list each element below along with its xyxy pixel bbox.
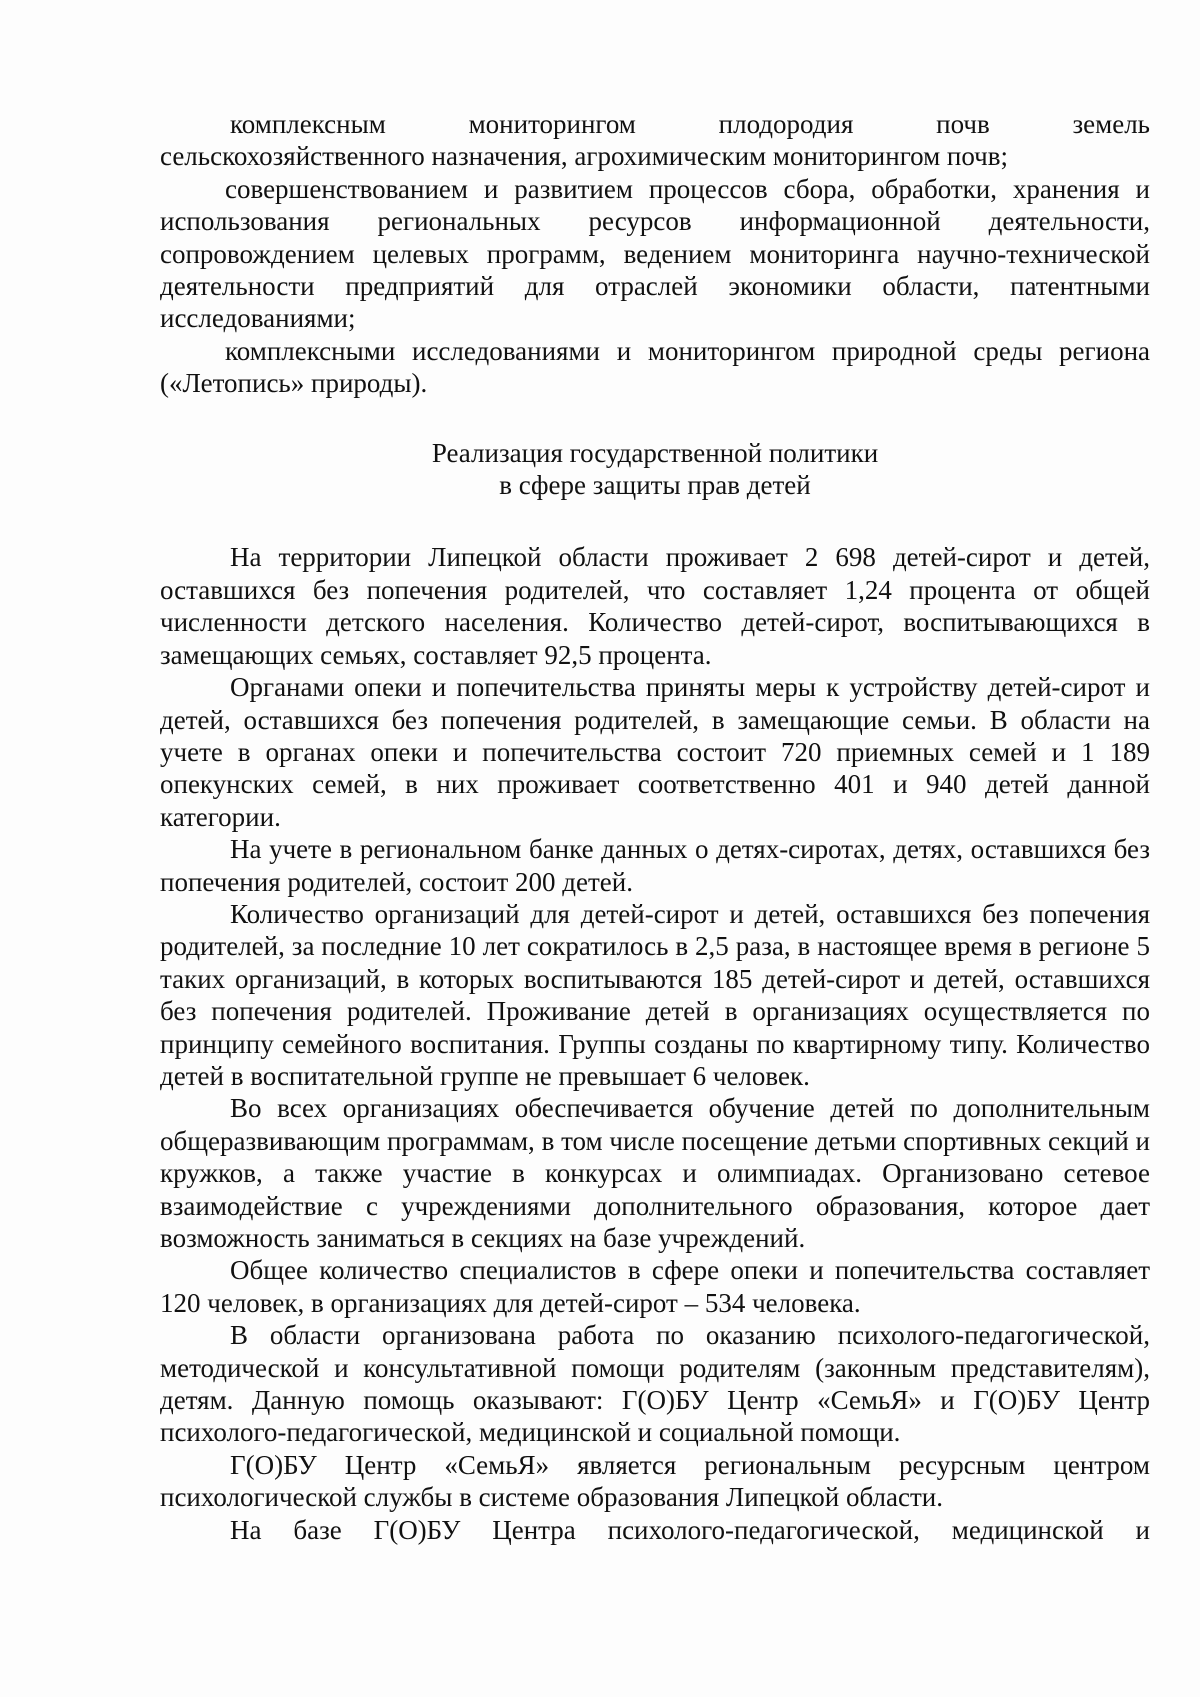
paragraph-specialists: Общее количество специалистов в сфере опеки и попечительства составляет 120 человек, в организациях для детей-сирот – 534 человека.	[160, 1255, 1150, 1318]
paragraph-organizations: Количество организаций для детей-сирот и детей, оставшихся без попечения родителей, за последние 10 лет сократилось в 2,5 раза, в настоящее время в регионе 5 таких организаций, в которых воспитываются 185 детей-сирот и детей, оставшихся без попечения родителей. Проживание детей в организациях осуществляется по принципу семейного воспитания. Группы созданы по квартирному типу. Количество детей в воспитательной группе не превышает 6 человек.	[160, 898, 1150, 1091]
section-heading-line2: в сфере защиты прав детей	[499, 470, 811, 501]
paragraph-regional-data-bank: На учете в региональном банке данных о детях-сиротах, детях, оставшихся без попечения родителей, состоит 200 детей.	[160, 834, 1150, 897]
paragraph-education-programs: Во всех организациях обеспечивается обучение детей по дополнительным общеразвивающим программам, в том числе посещение детьми спортивных секций и кружков, а также участие в конкурсах и олимпиадах. Организовано сетевое взаимодействие с учреждениями дополнительного образования, которое дает возможность заниматься в секциях на базе учреждений.	[160, 1093, 1150, 1253]
paragraph-information-resources: совершенствованием и развитием процессов сбора, обработки, хранения и использования региональных ресурсов информационной деятельности, сопровождением целевых программ, ведением мониторинга научно-технической деятельности предприятий для отраслей экономики области, патентными исследованиями;	[160, 173, 1150, 334]
paragraph-orphans-count: На территории Липецкой области проживает 2 698 детей-сирот и детей, оставшихся без попечения родителей, что составляет 1,24 процента от общей численности детского населения. Количество детей-сирот, воспитывающихся в замещающих семьях, составляет 92,5 процента.	[160, 542, 1150, 670]
section-heading-line1: Реализация государственной политики	[431, 437, 879, 468]
paragraph-nature-chronicle: комплексными исследованиями и мониторингом природной среды региона («Летопись» природы).	[160, 335, 1150, 399]
section-heading	[160, 437, 1150, 502]
document-body	[160, 108, 1150, 1546]
paragraph-soil-monitoring-line1: комплексным мониторингом плодородия почв земель	[230, 109, 1150, 139]
paragraph-family-center: Г(О)БУ Центр «СемьЯ» является региональным ресурсным центром психологической службы в системе образования Липецкой области.	[160, 1449, 1150, 1513]
paragraph-soil-monitoring-line2: сельскохозяйственного назначения, агрохимическим мониторингом почв;	[160, 141, 1009, 172]
paragraph-psychological-help: В области организована работа по оказанию психолого-педагогической, методической и консультативной помощи родителям (законным представителям), детям. Данную помощь оказывают: Г(О)БУ Центр «СемьЯ» и Г(О)БУ Центр психолого-педагогической, медицинской и социальной помощи.	[160, 1320, 1150, 1448]
paragraph-foster-families: Органами опеки и попечительства приняты меры к устройству детей-сирот и детей, оставшихся без попечения родителей, в замещающие семьи. В области на учете в органах опеки и попечительства состоит 720 приемных семей и 1 189 опекунских семей, в них проживает соответственно 401 и 940 детей данной категории.	[160, 672, 1150, 832]
paragraph-continued-line: На базе Г(О)БУ Центра психолого-педагогической, медицинской и	[230, 1514, 1150, 1545]
